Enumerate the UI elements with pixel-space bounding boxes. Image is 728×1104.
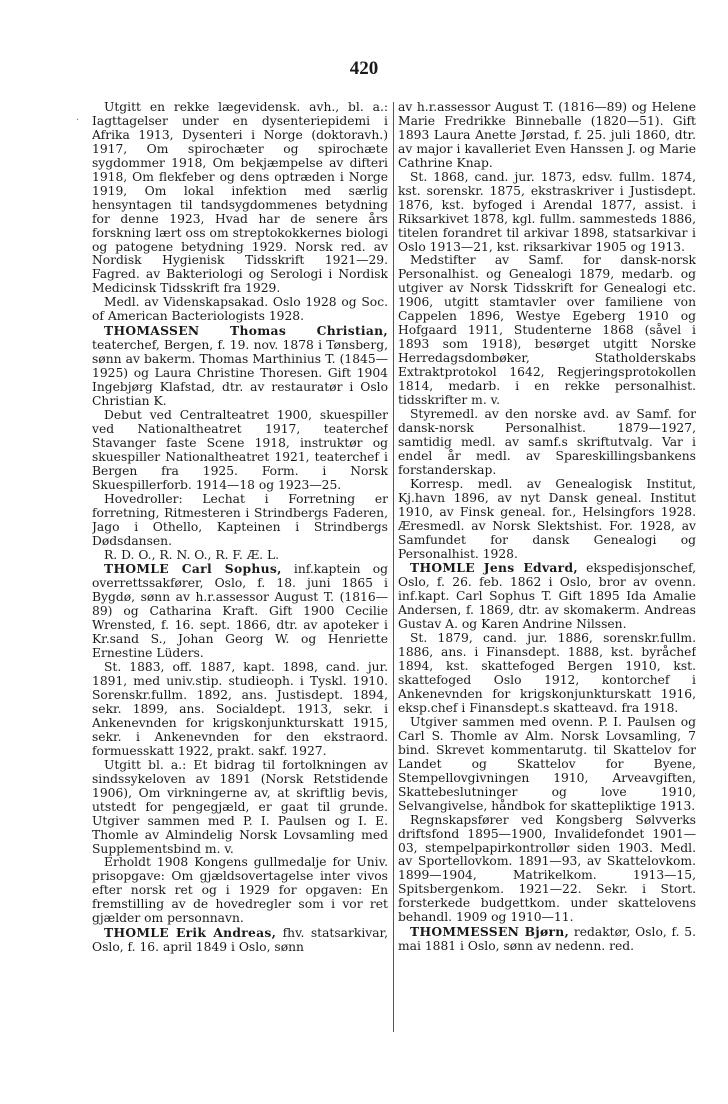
paragraph: av h.r.assessor August T. (1816—89) og Helene Marie Fredrikke Binneballe (1820—51). Gift 1893 Laura Anette Jørstad, f. 25. juli 1860, dtr. av major i kavalleriet Even Hanssen J. og Marie Cathrine Knap. xyxy=(398,101,696,170)
paragraph: Regnskapsfører ved Kongsberg Sølvverks driftsfond 1895—1900, Invalidefondet 1901—03, stempelpapirkontrollør siden 1903. Medl. av Sportellovkom. 1891—93, av Skattelovkom. 1899—1904, Matrikelkom. 1913—15, Spitsbergenkom. 1921—22. Sekr. i Stort. forsterkede budgettkom. under skattelovens behandl. 1909 og 1910—11. xyxy=(398,812,696,925)
right-column xyxy=(398,101,696,1036)
page-number: 420 xyxy=(349,58,379,79)
entry-text: ekspedisjonschef, Oslo, f. 26. feb. 1862 i Oslo, bror av ovenn. inf.kapt. Carl Sophus T. Gift 1895 Ida Amalie Andersen, f. 1869, dtr. av skomakerm. Andreas Gustav A. og Karen Andrine Nilssen. xyxy=(398,561,696,632)
left-column xyxy=(92,101,388,1036)
entry-thomle-carl xyxy=(92,562,388,661)
paragraph: St. 1879, cand. jur. 1886, sorenskr.fullm. 1886, ans. i Finansdept. 1888, kst. byråchef 1894, kst. skattefoged Bergen 1910, kst. skattefoged Oslo 1912, kontorchef i Ankenevnden for krigskonjunkturskatt 1916, eksp.chef i Finansdept.s skatteavd. fra 1918. xyxy=(398,631,696,715)
paragraph: Korresp. medl. av Genealogisk Institut, Kj.havn 1896, av nyt Dansk geneal. Institut 1910, av Finsk geneal. for., Helsingfors 1928. Æresmedl. av Norsk Slektshist. For. 1928, av Samfundet for dansk Genealogi og Personalhist. 1928. xyxy=(398,476,696,561)
entry-text: fhv. statsarkivar, Oslo, f. 16. april 1849 i Oslo, sønn xyxy=(92,926,388,955)
paragraph: St. 1868, cand. jur. 1873, edsv. fullm. 1874, kst. sorenskr. 1875, ekstraskriver i Justisdept. 1876, kst. byfoged i Arendal 1877, assist. i Riksarkivet 1878, kgl. fullm. sammesteds 1886, titelen forandret til arkivar 1898, statsarkivar i Oslo 1913—21, kst. riksarkivar 1905 og 1913. xyxy=(398,169,696,254)
margin-mark: . xyxy=(76,112,80,123)
paragraph: Utgitt en rekke lægevidensk. avh., bl. a.: Iagttagelser under en dysenteriepidemi i Afrika 1913, Dysenteri i Norge (doktoravh.) 1917, Om spirochæter og spirochæte sygdommer 1918, Om bekjæmpelse av difteri 1918, Om flekfeber og dens optræden i Norge 1919, Om lokal infektion med særlig hensyntagen til tandsygdommenes betydning for denne 1923, Hvad har de senere års forskning lært oss om streptokokkernes biologi og patogene betydning 1929. Norsk red. av Nordisk Hygienisk Tidsskrift 1921—29. Fagred. av Bakteriologi og Serologi i Nordisk Medicinsk Tidsskrift fra 1929. xyxy=(92,101,388,296)
entry-text: teaterchef, Bergen, f. 19. nov. 1878 i Tønsberg, sønn av bakerm. Thomas Marthinius T. (1845—1925) og Laura Christine Thoresen. Gift 1904 Ingebjørg Klafstad, dtr. av restauratør i Oslo Christian K. xyxy=(92,338,388,409)
entry-name: THOMMESSEN Bjørn, xyxy=(410,924,570,940)
paragraph: Erholdt 1908 Kongens gullmedalje for Univ. prisopgave: Om gjældsovertagelse inter vivos efter norsk ret og i 1929 for opgaven: En fremstilling av de hovedregler som i vor ret gjælder om personnavn. xyxy=(92,855,388,926)
paragraph: R. D. O., R. N. O., R. F. Æ. L. xyxy=(104,547,280,562)
paragraph: Utgiver sammen med ovenn. P. I. Paulsen og Carl S. Thomle av Alm. Norsk Lovsamling, 7 bind. Skrevet kommentarutg. til Skattelov for Landet og Skattelov for Byene, Stempellovgivningen 1910, Arveavgiften, Skattebeslutninger og love 1910, Selvangivelse, håndbok for skattepliktige 1913. xyxy=(398,714,696,813)
column-divider xyxy=(393,102,394,1032)
entry-thomle-jens xyxy=(398,561,696,632)
entry-name: THOMLE Jens Edvard, xyxy=(410,560,578,576)
entry-thomle-erik xyxy=(92,926,388,955)
paragraph: St. 1883, off. 1887, kapt. 1898, cand. jur. 1891, med univ.stip. studieoph. i Tyskl. 1910. Sorenskr.fullm. 1892, ans. Justisdept. 1894, sekr. 1899, ans. Socialdept. 1913, sekr. i Ankenevnden for krigskonjunkturskatt 1915, sekr. i Ankenevnden for den ekstraord. formuesskatt 1922, prakt. sakf. 1927. xyxy=(92,660,388,758)
paragraph: Medstifter av Samf. for dansk-norsk Personalhist. og Genealogi 1879, medarb. og utgiver av Norsk Tidsskrift for Genealogi etc. 1906, utgitt stamtavler over familiene von Cappelen 1896, Westye Egeberg 1910 og Hofgaard 1911, Studenterne 1868 (såvel i 1893 som 1918), besørget utgitt Norske Herredagsdombøker, Statholderskabs Extraktprotokol 1642, Regjeringsprotokollen 1814, medarb. i en rekke personalhist. tidsskrifter m. v. xyxy=(398,253,696,408)
entry-text: inf.kaptein og overrettssakfører, Oslo, f. 18. juni 1865 i Bygdø, sønn av h.r.assessor August T. (1816—89) og Catharina Kraft. Gift 1900 Cecilie Wrensted, f. 16. sept. 1866, dtr. av apoteker i Kr.sand S., Johan Georg W. og Henriette Ernestine Lüders. xyxy=(92,562,388,661)
paragraph: Medl. av Videnskapsakad. Oslo 1928 og Soc. of American Bacteriologists 1928. xyxy=(92,295,388,324)
paragraph: Debut ved Centralteatret 1900, skuespiller ved Nationaltheatret 1917, teaterchef Stavanger faste Scene 1918, instruktør og skuespiller Nationaltheatret 1921, teaterchef i Bergen fra 1925. Form. i Norsk Skuespillerforb. 1914—18 og 1923—25. xyxy=(92,407,388,492)
paragraph: Hovedroller: Lechat i Forretning er forretning, Ritmesteren i Strindbergs Faderen, Jago i Othello, Kapteinen i Strindbergs Dødsdansen. xyxy=(92,491,388,548)
paragraph: Utgitt bl. a.: Et bidrag til fortolkningen av sindssykeloven av 1891 (Norsk Retstidende 1906), Om virkningerne av, at skriftlig bevis, utstedt for pengegjæld, er gaat til grunde. Utgiver sammen med P. I. Paulsen og I. E. Thomle av Almindelig Norsk Lovsamling med Supplementsbind m. v. xyxy=(92,757,388,856)
entry-name: THOMLE Erik Andreas, xyxy=(104,925,277,941)
entry-name: THOMASSEN Thomas Christian, xyxy=(104,323,388,339)
entry-name: THOMLE Carl Sophus, xyxy=(104,561,282,577)
paragraph: Styremedl. av den norske avd. av Samf. for dansk-norsk Personalhist. 1879—1927, samtidig medl. av samf.s skriftutvalg. Var i endel år medl. av Spareskillingsbankens forstanderskap. xyxy=(398,406,696,477)
entry-text: redaktør, Oslo, f. 5. mai 1881 i Oslo, sønn av nedenn. red. xyxy=(398,925,696,954)
entry-thommessen-bjorn xyxy=(398,925,696,954)
entry-thomassen-thomas xyxy=(92,324,388,409)
